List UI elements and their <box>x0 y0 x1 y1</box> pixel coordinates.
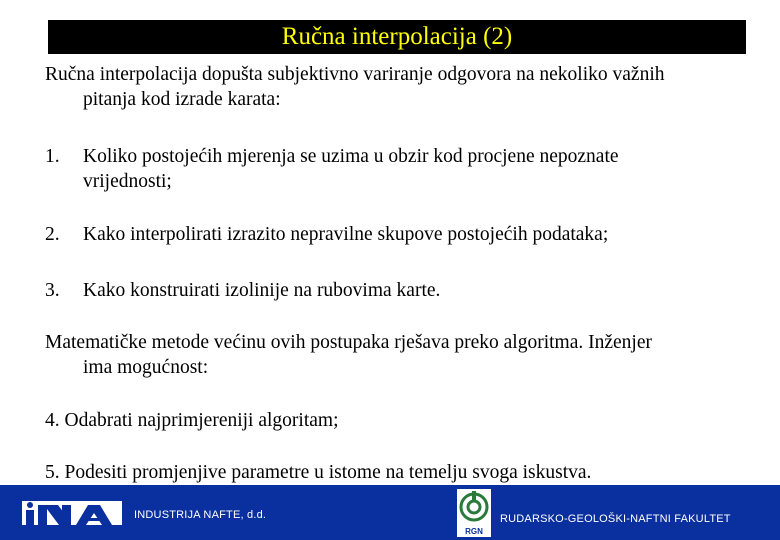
ina-company-text: INDUSTRIJA NAFTE, d.d. <box>134 509 267 521</box>
list-item-number: 1. <box>45 146 60 167</box>
list-item-1 <box>45 144 755 194</box>
slide-title: Ručna interpolacija (2) <box>281 23 513 50</box>
methods-line-2: ima mogućnost: <box>83 357 209 378</box>
ina-logo <box>22 501 122 525</box>
list-item-line-1: Koliko postojećih mjerenja se uzima u obzir kod procjene nepoznate <box>83 146 619 167</box>
list-item-2 <box>45 222 755 247</box>
intro-line-2: pitanja kod izrade karata: <box>83 89 281 110</box>
list-item-number: 2. <box>45 224 60 245</box>
intro-line-1: Ručna interpolacija dopušta subjektivno variranje odgovora na nekoliko važnih <box>45 64 665 85</box>
footer-bar <box>0 485 780 540</box>
option-4 <box>45 408 755 433</box>
ina-logo-icon <box>22 501 122 525</box>
rgn-logo-icon <box>457 489 491 527</box>
option-4-text: 4. Odabrati najprimjereniji algoritam; <box>45 410 339 431</box>
option-5-text: 5. Podesiti promjenjive parametre u istome na temelju svoga iskustva. <box>45 462 592 483</box>
option-5 <box>45 460 755 485</box>
rgn-logo <box>457 489 491 537</box>
rgn-faculty-text: RUDARSKO-GEOLOŠKI-NAFTNI FAKULTET <box>500 513 731 525</box>
methods-paragraph <box>45 330 755 380</box>
intro-paragraph <box>45 62 755 112</box>
list-item-3 <box>45 278 755 303</box>
rgn-logo-label: RGN <box>465 527 483 536</box>
list-item-line-1: Kako konstruirati izolinije na rubovima karte. <box>83 280 441 301</box>
slide-title-bar <box>48 20 746 54</box>
list-item-line-2: vrijednosti; <box>83 171 172 192</box>
list-item-number: 3. <box>45 280 60 301</box>
methods-line-1: Matematičke metode većinu ovih postupaka rješava preko algoritma. Inženjer <box>45 332 652 353</box>
list-item-line-1: Kako interpolirati izrazito nepravilne skupove postojećih podataka; <box>83 224 609 245</box>
